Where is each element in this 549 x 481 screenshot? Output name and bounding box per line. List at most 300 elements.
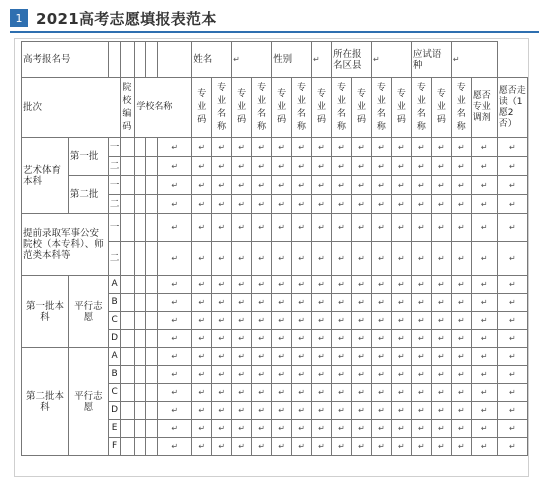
form-cell[interactable] xyxy=(272,214,292,242)
form-cell[interactable] xyxy=(471,348,497,366)
form-cell[interactable] xyxy=(391,138,411,157)
form-cell[interactable] xyxy=(497,402,527,420)
form-cell[interactable] xyxy=(272,138,292,157)
form-cell[interactable] xyxy=(451,195,471,214)
form-cell[interactable] xyxy=(371,176,391,195)
code-cell[interactable] xyxy=(135,348,146,366)
form-cell[interactable] xyxy=(431,402,451,420)
form-cell[interactable] xyxy=(332,366,352,384)
form-cell[interactable] xyxy=(312,195,332,214)
form-cell[interactable] xyxy=(272,402,292,420)
form-cell[interactable] xyxy=(431,214,451,242)
school-name-cell[interactable] xyxy=(158,294,192,312)
form-cell[interactable] xyxy=(451,366,471,384)
school-name-cell[interactable] xyxy=(158,312,192,330)
form-cell[interactable] xyxy=(497,157,527,176)
form-cell[interactable] xyxy=(497,294,527,312)
form-cell[interactable] xyxy=(332,384,352,402)
code-cell[interactable] xyxy=(121,157,135,176)
code-cell[interactable] xyxy=(121,366,135,384)
form-cell[interactable] xyxy=(391,348,411,366)
form-cell[interactable] xyxy=(312,157,332,176)
form-cell[interactable] xyxy=(411,157,431,176)
form-cell[interactable] xyxy=(391,438,411,456)
form-cell[interactable] xyxy=(371,294,391,312)
form-cell[interactable] xyxy=(451,420,471,438)
code-cell[interactable] xyxy=(121,420,135,438)
form-cell[interactable] xyxy=(232,402,252,420)
form-cell[interactable] xyxy=(371,384,391,402)
form-cell[interactable] xyxy=(411,384,431,402)
form-cell[interactable] xyxy=(272,384,292,402)
form-cell[interactable] xyxy=(192,242,212,276)
form-cell[interactable] xyxy=(292,157,312,176)
form-cell[interactable] xyxy=(351,138,371,157)
exam-number-digit-cell[interactable] xyxy=(158,42,192,78)
form-cell[interactable] xyxy=(497,138,527,157)
form-cell[interactable] xyxy=(451,330,471,348)
form-cell[interactable] xyxy=(272,348,292,366)
name-field[interactable] xyxy=(232,42,272,78)
form-cell[interactable] xyxy=(351,276,371,294)
form-cell[interactable] xyxy=(471,438,497,456)
form-cell[interactable] xyxy=(192,294,212,312)
form-cell[interactable] xyxy=(451,242,471,276)
form-cell[interactable] xyxy=(497,384,527,402)
form-cell[interactable] xyxy=(212,312,232,330)
form-cell[interactable] xyxy=(312,214,332,242)
school-name-cell[interactable] xyxy=(158,348,192,366)
form-cell[interactable] xyxy=(391,420,411,438)
form-cell[interactable] xyxy=(391,195,411,214)
code-cell[interactable] xyxy=(121,294,135,312)
form-cell[interactable] xyxy=(471,402,497,420)
form-cell[interactable] xyxy=(411,214,431,242)
form-cell[interactable] xyxy=(272,312,292,330)
form-cell[interactable] xyxy=(232,138,252,157)
form-cell[interactable] xyxy=(252,138,272,157)
form-cell[interactable] xyxy=(471,330,497,348)
form-cell[interactable] xyxy=(232,384,252,402)
form-cell[interactable] xyxy=(351,242,371,276)
code-cell[interactable] xyxy=(135,195,146,214)
form-cell[interactable] xyxy=(351,195,371,214)
code-cell[interactable] xyxy=(135,176,146,195)
form-cell[interactable] xyxy=(451,138,471,157)
school-name-cell[interactable] xyxy=(158,195,192,214)
form-cell[interactable] xyxy=(212,420,232,438)
language-field[interactable] xyxy=(451,42,497,78)
form-cell[interactable] xyxy=(471,294,497,312)
code-cell[interactable] xyxy=(146,384,158,402)
form-cell[interactable] xyxy=(252,176,272,195)
form-cell[interactable] xyxy=(232,276,252,294)
form-cell[interactable] xyxy=(252,195,272,214)
form-cell[interactable] xyxy=(232,312,252,330)
form-cell[interactable] xyxy=(371,420,391,438)
form-cell[interactable] xyxy=(212,242,232,276)
form-cell[interactable] xyxy=(332,438,352,456)
form-cell[interactable] xyxy=(332,330,352,348)
form-cell[interactable] xyxy=(497,195,527,214)
form-cell[interactable] xyxy=(351,402,371,420)
code-cell[interactable] xyxy=(121,438,135,456)
form-cell[interactable] xyxy=(411,402,431,420)
code-cell[interactable] xyxy=(135,138,146,157)
code-cell[interactable] xyxy=(135,157,146,176)
form-cell[interactable] xyxy=(212,195,232,214)
form-cell[interactable] xyxy=(332,276,352,294)
form-cell[interactable] xyxy=(292,294,312,312)
form-cell[interactable] xyxy=(391,294,411,312)
code-cell[interactable] xyxy=(121,138,135,157)
form-cell[interactable] xyxy=(212,214,232,242)
form-cell[interactable] xyxy=(332,312,352,330)
form-cell[interactable] xyxy=(451,348,471,366)
form-cell[interactable] xyxy=(351,157,371,176)
code-cell[interactable] xyxy=(121,176,135,195)
form-cell[interactable] xyxy=(232,438,252,456)
form-cell[interactable] xyxy=(451,438,471,456)
form-cell[interactable] xyxy=(312,384,332,402)
form-cell[interactable] xyxy=(431,176,451,195)
form-cell[interactable] xyxy=(212,330,232,348)
form-cell[interactable] xyxy=(272,195,292,214)
form-cell[interactable] xyxy=(192,384,212,402)
code-cell[interactable] xyxy=(135,366,146,384)
form-cell[interactable] xyxy=(192,420,212,438)
form-cell[interactable] xyxy=(332,402,352,420)
code-cell[interactable] xyxy=(146,348,158,366)
form-cell[interactable] xyxy=(471,420,497,438)
code-cell[interactable] xyxy=(121,330,135,348)
form-cell[interactable] xyxy=(391,157,411,176)
school-name-cell[interactable] xyxy=(158,276,192,294)
form-cell[interactable] xyxy=(192,157,212,176)
form-cell[interactable] xyxy=(232,330,252,348)
form-cell[interactable] xyxy=(391,330,411,348)
form-cell[interactable] xyxy=(411,348,431,366)
form-cell[interactable] xyxy=(232,420,252,438)
form-cell[interactable] xyxy=(451,176,471,195)
code-cell[interactable] xyxy=(146,366,158,384)
form-cell[interactable] xyxy=(451,384,471,402)
code-cell[interactable] xyxy=(135,214,146,242)
form-cell[interactable] xyxy=(351,438,371,456)
code-cell[interactable] xyxy=(121,195,135,214)
form-cell[interactable] xyxy=(292,384,312,402)
form-cell[interactable] xyxy=(332,214,352,242)
form-cell[interactable] xyxy=(292,214,312,242)
form-cell[interactable] xyxy=(292,312,312,330)
form-cell[interactable] xyxy=(192,402,212,420)
form-cell[interactable] xyxy=(312,294,332,312)
form-cell[interactable] xyxy=(252,330,272,348)
form-cell[interactable] xyxy=(252,294,272,312)
code-cell[interactable] xyxy=(135,312,146,330)
form-cell[interactable] xyxy=(292,348,312,366)
form-cell[interactable] xyxy=(411,420,431,438)
form-cell[interactable] xyxy=(332,157,352,176)
form-cell[interactable] xyxy=(411,176,431,195)
form-cell[interactable] xyxy=(497,312,527,330)
form-cell[interactable] xyxy=(312,242,332,276)
form-cell[interactable] xyxy=(272,294,292,312)
form-cell[interactable] xyxy=(312,330,332,348)
form-cell[interactable] xyxy=(292,276,312,294)
form-cell[interactable] xyxy=(272,420,292,438)
form-cell[interactable] xyxy=(451,276,471,294)
form-cell[interactable] xyxy=(272,330,292,348)
code-cell[interactable] xyxy=(146,157,158,176)
form-cell[interactable] xyxy=(332,420,352,438)
form-cell[interactable] xyxy=(431,195,451,214)
form-cell[interactable] xyxy=(371,438,391,456)
form-cell[interactable] xyxy=(252,157,272,176)
form-cell[interactable] xyxy=(252,420,272,438)
form-cell[interactable] xyxy=(312,312,332,330)
code-cell[interactable] xyxy=(146,294,158,312)
form-cell[interactable] xyxy=(497,276,527,294)
form-cell[interactable] xyxy=(431,420,451,438)
form-cell[interactable] xyxy=(212,294,232,312)
code-cell[interactable] xyxy=(121,348,135,366)
form-cell[interactable] xyxy=(192,366,212,384)
form-cell[interactable] xyxy=(312,276,332,294)
form-cell[interactable] xyxy=(272,438,292,456)
form-cell[interactable] xyxy=(371,330,391,348)
form-cell[interactable] xyxy=(212,348,232,366)
form-cell[interactable] xyxy=(371,157,391,176)
form-cell[interactable] xyxy=(332,195,352,214)
school-name-cell[interactable] xyxy=(158,366,192,384)
form-cell[interactable] xyxy=(371,402,391,420)
form-cell[interactable] xyxy=(371,214,391,242)
form-cell[interactable] xyxy=(497,438,527,456)
form-cell[interactable] xyxy=(292,195,312,214)
code-cell[interactable] xyxy=(146,176,158,195)
exam-number-digit-cell[interactable] xyxy=(146,42,158,78)
form-cell[interactable] xyxy=(497,330,527,348)
form-cell[interactable] xyxy=(411,438,431,456)
form-cell[interactable] xyxy=(351,366,371,384)
code-cell[interactable] xyxy=(135,330,146,348)
form-cell[interactable] xyxy=(212,138,232,157)
code-cell[interactable] xyxy=(146,242,158,276)
form-cell[interactable] xyxy=(212,402,232,420)
form-cell[interactable] xyxy=(471,366,497,384)
form-cell[interactable] xyxy=(391,366,411,384)
form-cell[interactable] xyxy=(471,276,497,294)
form-cell[interactable] xyxy=(252,214,272,242)
school-name-cell[interactable] xyxy=(158,157,192,176)
form-cell[interactable] xyxy=(332,294,352,312)
form-cell[interactable] xyxy=(411,312,431,330)
form-cell[interactable] xyxy=(471,242,497,276)
form-cell[interactable] xyxy=(411,294,431,312)
gender-field[interactable] xyxy=(312,42,332,78)
form-cell[interactable] xyxy=(312,176,332,195)
form-cell[interactable] xyxy=(351,384,371,402)
form-cell[interactable] xyxy=(192,176,212,195)
form-cell[interactable] xyxy=(232,195,252,214)
form-cell[interactable] xyxy=(212,438,232,456)
form-cell[interactable] xyxy=(451,312,471,330)
school-name-cell[interactable] xyxy=(158,138,192,157)
form-cell[interactable] xyxy=(431,312,451,330)
school-name-cell[interactable] xyxy=(158,438,192,456)
school-name-cell[interactable] xyxy=(158,402,192,420)
code-cell[interactable] xyxy=(121,384,135,402)
form-cell[interactable] xyxy=(212,276,232,294)
form-cell[interactable] xyxy=(351,214,371,242)
form-cell[interactable] xyxy=(411,138,431,157)
form-cell[interactable] xyxy=(431,138,451,157)
form-cell[interactable] xyxy=(371,242,391,276)
form-cell[interactable] xyxy=(497,176,527,195)
form-cell[interactable] xyxy=(411,276,431,294)
form-cell[interactable] xyxy=(451,214,471,242)
form-cell[interactable] xyxy=(471,138,497,157)
form-cell[interactable] xyxy=(332,176,352,195)
form-cell[interactable] xyxy=(292,176,312,195)
form-cell[interactable] xyxy=(332,138,352,157)
form-cell[interactable] xyxy=(431,366,451,384)
form-cell[interactable] xyxy=(212,384,232,402)
form-cell[interactable] xyxy=(332,242,352,276)
exam-number-digit-cell[interactable] xyxy=(135,42,146,78)
form-cell[interactable] xyxy=(431,242,451,276)
form-cell[interactable] xyxy=(391,176,411,195)
form-cell[interactable] xyxy=(292,402,312,420)
form-cell[interactable] xyxy=(431,294,451,312)
form-cell[interactable] xyxy=(391,276,411,294)
form-cell[interactable] xyxy=(351,420,371,438)
code-cell[interactable] xyxy=(135,294,146,312)
form-cell[interactable] xyxy=(212,157,232,176)
school-name-cell[interactable] xyxy=(158,330,192,348)
form-cell[interactable] xyxy=(292,330,312,348)
code-cell[interactable] xyxy=(146,438,158,456)
school-name-cell[interactable] xyxy=(158,242,192,276)
form-cell[interactable] xyxy=(232,157,252,176)
form-cell[interactable] xyxy=(371,366,391,384)
form-cell[interactable] xyxy=(431,330,451,348)
form-cell[interactable] xyxy=(471,384,497,402)
code-cell[interactable] xyxy=(146,214,158,242)
form-cell[interactable] xyxy=(232,366,252,384)
code-cell[interactable] xyxy=(135,438,146,456)
form-cell[interactable] xyxy=(312,402,332,420)
form-cell[interactable] xyxy=(351,312,371,330)
exam-number-digit-cell[interactable] xyxy=(108,42,121,78)
form-cell[interactable] xyxy=(471,214,497,242)
form-cell[interactable] xyxy=(312,438,332,456)
form-cell[interactable] xyxy=(451,294,471,312)
form-cell[interactable] xyxy=(252,402,272,420)
form-cell[interactable] xyxy=(351,294,371,312)
form-cell[interactable] xyxy=(252,366,272,384)
code-cell[interactable] xyxy=(121,276,135,294)
form-cell[interactable] xyxy=(312,366,332,384)
school-name-cell[interactable] xyxy=(158,176,192,195)
form-cell[interactable] xyxy=(192,276,212,294)
form-cell[interactable] xyxy=(391,214,411,242)
code-cell[interactable] xyxy=(135,384,146,402)
form-cell[interactable] xyxy=(332,348,352,366)
form-cell[interactable] xyxy=(411,330,431,348)
form-cell[interactable] xyxy=(232,294,252,312)
form-cell[interactable] xyxy=(411,366,431,384)
form-cell[interactable] xyxy=(192,312,212,330)
school-name-cell[interactable] xyxy=(158,214,192,242)
school-name-cell[interactable] xyxy=(158,420,192,438)
code-cell[interactable] xyxy=(135,420,146,438)
form-cell[interactable] xyxy=(497,420,527,438)
form-cell[interactable] xyxy=(272,242,292,276)
form-cell[interactable] xyxy=(232,214,252,242)
form-cell[interactable] xyxy=(391,312,411,330)
form-cell[interactable] xyxy=(192,195,212,214)
form-cell[interactable] xyxy=(351,176,371,195)
form-cell[interactable] xyxy=(272,157,292,176)
form-cell[interactable] xyxy=(391,242,411,276)
code-cell[interactable] xyxy=(121,402,135,420)
code-cell[interactable] xyxy=(121,214,135,242)
form-cell[interactable] xyxy=(272,276,292,294)
form-cell[interactable] xyxy=(232,176,252,195)
form-cell[interactable] xyxy=(272,366,292,384)
form-cell[interactable] xyxy=(252,348,272,366)
code-cell[interactable] xyxy=(121,242,135,276)
form-cell[interactable] xyxy=(212,176,232,195)
form-cell[interactable] xyxy=(232,348,252,366)
form-cell[interactable] xyxy=(232,242,252,276)
code-cell[interactable] xyxy=(146,402,158,420)
form-cell[interactable] xyxy=(411,242,431,276)
form-cell[interactable] xyxy=(192,138,212,157)
form-cell[interactable] xyxy=(497,348,527,366)
form-cell[interactable] xyxy=(252,312,272,330)
code-cell[interactable] xyxy=(146,330,158,348)
form-cell[interactable] xyxy=(391,384,411,402)
form-cell[interactable] xyxy=(272,176,292,195)
form-cell[interactable] xyxy=(351,330,371,348)
form-cell[interactable] xyxy=(252,438,272,456)
form-cell[interactable] xyxy=(252,384,272,402)
form-cell[interactable] xyxy=(252,276,272,294)
form-cell[interactable] xyxy=(371,276,391,294)
form-cell[interactable] xyxy=(471,157,497,176)
district-field[interactable] xyxy=(371,42,411,78)
form-cell[interactable] xyxy=(391,402,411,420)
form-cell[interactable] xyxy=(497,242,527,276)
form-cell[interactable] xyxy=(292,420,312,438)
form-cell[interactable] xyxy=(431,384,451,402)
code-cell[interactable] xyxy=(135,402,146,420)
school-name-cell[interactable] xyxy=(158,384,192,402)
form-cell[interactable] xyxy=(212,366,232,384)
form-cell[interactable] xyxy=(292,242,312,276)
code-cell[interactable] xyxy=(146,420,158,438)
form-cell[interactable] xyxy=(451,402,471,420)
form-cell[interactable] xyxy=(431,438,451,456)
form-cell[interactable] xyxy=(471,176,497,195)
form-cell[interactable] xyxy=(431,276,451,294)
form-cell[interactable] xyxy=(451,157,471,176)
form-cell[interactable] xyxy=(431,348,451,366)
form-cell[interactable] xyxy=(292,366,312,384)
